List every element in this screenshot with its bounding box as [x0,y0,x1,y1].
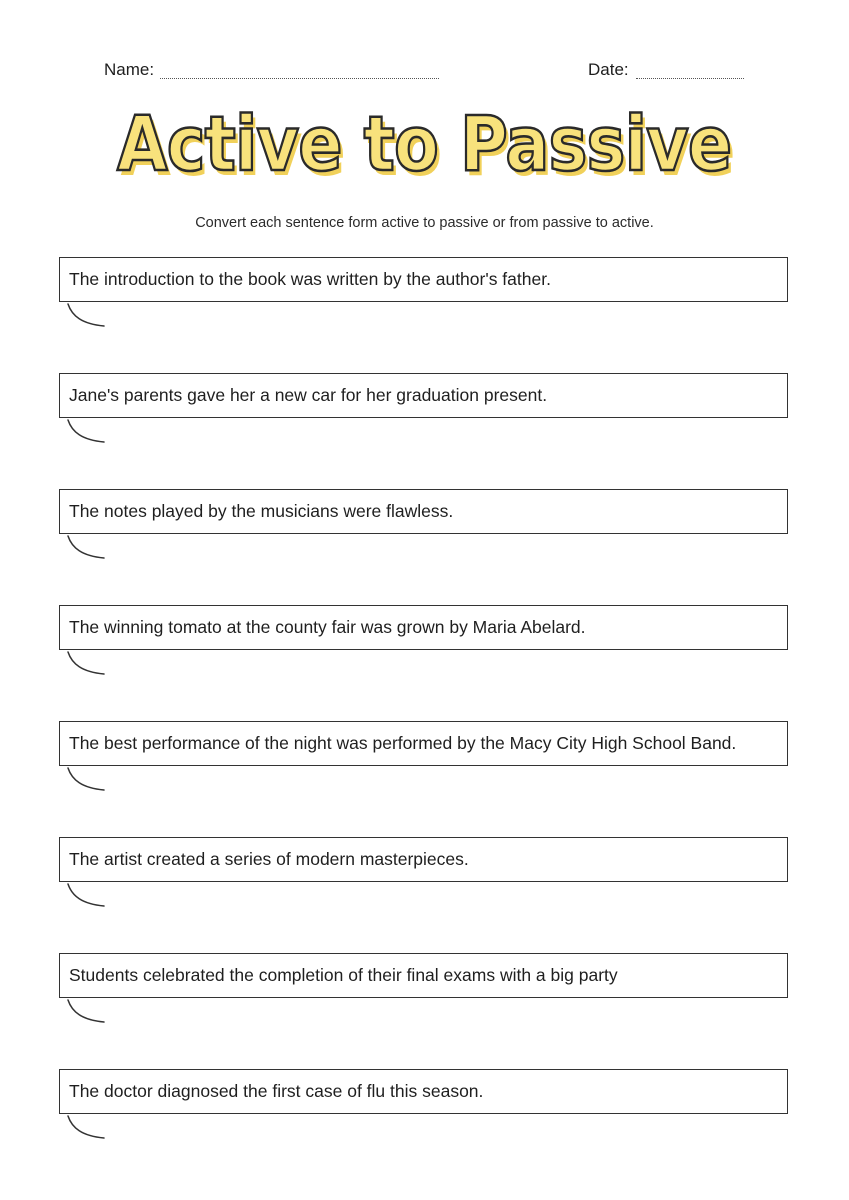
name-label: Name: [104,60,155,79]
worksheet-header [0,58,849,84]
answer-arrow-icon [64,882,108,908]
question-box [59,837,788,882]
question-item [59,605,790,721]
question-box [59,257,788,302]
answer-arrow-icon [64,1114,108,1140]
answer-arrow-icon [64,766,108,792]
answer-arrow-icon [64,418,108,444]
answer-arrow-icon [64,650,108,676]
question-text: The artist created a series of modern masterpieces. [69,849,469,869]
question-box [59,373,788,418]
question-list [59,257,790,1185]
question-item [59,721,790,837]
question-box [59,605,788,650]
answer-arrow-icon [64,998,108,1024]
title-container [0,96,849,196]
question-text: The doctor diagnosed the first case of flu this season. [69,1081,484,1101]
worksheet-title: Active to Passive [117,99,732,188]
question-text: The best performance of the night was performed by the Macy City High School Band. [69,733,737,753]
question-text: The introduction to the book was written by the author's father. [69,269,551,289]
answer-arrow-icon [64,302,108,328]
question-box [59,721,788,766]
question-box [59,1069,788,1114]
question-box [59,953,788,998]
name-field[interactable] [160,78,439,79]
question-item [59,1069,790,1185]
question-text: The winning tomato at the county fair was grown by Maria Abelard. [69,617,586,637]
question-item [59,257,790,373]
question-item [59,837,790,953]
question-box [59,489,788,534]
question-text: Jane's parents gave her a new car for her graduation present. [69,385,548,405]
question-text: The notes played by the musicians were flawless. [69,501,454,521]
question-text: Students celebrated the completion of their final exams with a big party [69,965,618,985]
date-label: Date: [588,60,629,79]
question-item [59,373,790,489]
instructions: Convert each sentence form active to passive or from passive to active. [195,215,654,231]
question-item [59,953,790,1069]
question-item [59,489,790,605]
answer-arrow-icon [64,534,108,560]
date-field[interactable] [636,78,744,79]
